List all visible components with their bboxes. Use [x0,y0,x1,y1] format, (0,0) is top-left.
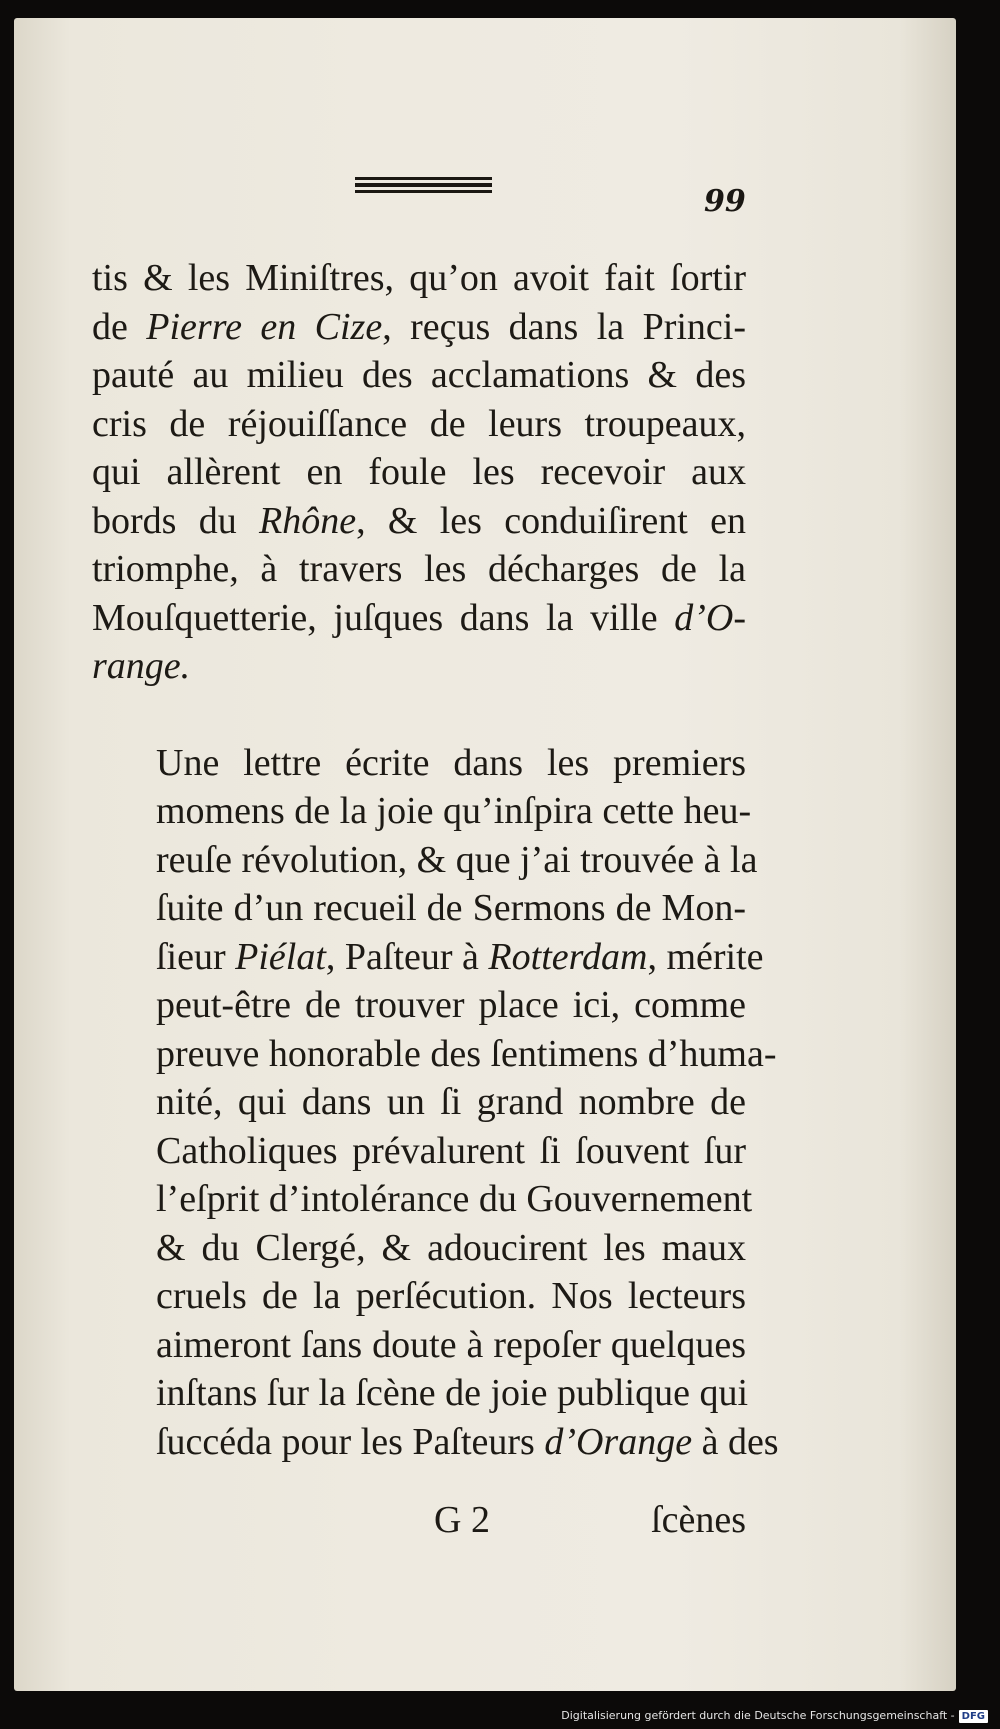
text-run: , reçus dans la Princi- [382,305,746,348]
text-run: nité, qui dans un ſi grand nombre de [156,1081,746,1123]
text-line [92,1127,746,1176]
rule-bar-middle [355,183,492,187]
text-run: reuſe révolution, & que j’ai trouvée à la [156,838,758,881]
text-run: ſuccéda pour les Paſteurs [156,1420,545,1463]
signature-mark: G 2 [434,1499,490,1541]
ornamental-rule [355,177,492,193]
text-run: inſtans ſur la ſcène de joie publique qui [156,1372,749,1414]
text-run: qui allèrent en foule les recevoir aux [92,451,746,493]
text-run: preuve honorable des ſentimens d’huma- [156,1032,777,1075]
book-page [14,18,956,1691]
italic-text: d’O- [674,596,746,639]
dfg-logo: DFG [959,1710,988,1723]
text-line [92,351,746,400]
text-run: bords du [92,499,260,542]
text-run: peut-être de trouver place ici, comme [156,984,746,1026]
text-run: ſieur [156,935,236,978]
text-run: cris de réjouiſſance de leurs troupeaux, [92,402,746,445]
page-body-text [92,254,779,1466]
text-line [92,884,746,933]
text-line [92,1272,746,1321]
italic-text: Piélat [235,935,326,978]
text-line [92,981,746,1030]
text-run: , & les conduiſirent en [356,499,746,542]
rule-bar-bottom [355,190,492,193]
text-run: aimeront ſans doute à repoſer quelques [156,1323,746,1366]
catchword: ſcènes [651,1499,746,1541]
text-line [92,1418,779,1467]
text-line [92,1078,746,1127]
text-line [92,836,758,885]
text-line [92,497,746,546]
text-line [92,1224,746,1273]
rule-bar-top [355,177,492,180]
text-line [92,739,746,788]
text-line [92,400,746,449]
text-run: cruels de la perſécution. Nos lecteurs [156,1275,746,1317]
credit-text: Digitalisierung gefördert durch die Deutsche Forschungsgemeinschaft - [561,1709,955,1722]
text-run: , Paſteur à [325,935,489,978]
text-line [92,933,764,982]
text-line [92,545,746,594]
text-run: , mérite [647,935,764,978]
text-run: triomphe, à travers les décharges de la [92,548,746,590]
page-footer [92,1496,746,1544]
text-run: ſuite d’un recueil de Sermons de Mon- [156,887,746,929]
paragraph [92,739,779,1467]
text-run: Une lettre écrite dans les premiers [156,741,746,784]
text-line [92,1369,749,1418]
italic-text: Rotterdam [488,935,648,978]
italic-text: Rhône [259,499,357,542]
italic-text: d’Orange [544,1420,693,1463]
text-line [92,1030,777,1079]
text-line [92,448,746,497]
italic-text: Pierre en Cize [146,305,383,348]
italic-text: range. [92,645,191,687]
text-run: à des [692,1420,779,1463]
paragraph [92,254,746,691]
text-line [92,787,752,836]
text-run: tis & les Miniſtres, qu’on avoit fait ſortir [92,257,746,299]
text-line [92,642,746,691]
text-line [92,594,746,643]
page-number: 99 [704,184,746,219]
text-run: Mouſquetterie, juſques dans la ville [92,596,675,639]
text-run: Catholiques prévalurent ſi ſouvent ſur [156,1129,746,1172]
text-line [92,1321,746,1370]
text-run: momens de la joie qu’inſpira cette heu- [156,790,752,832]
text-line [92,254,746,303]
text-run: pauté au milieu des acclamations & des [92,354,746,396]
digitization-credit [561,1707,988,1725]
text-line [92,303,746,352]
text-run: l’eſprit d’intolérance du Gouvernement [156,1178,753,1220]
text-run: de [92,305,147,348]
text-line [92,1175,753,1224]
text-run: & du Clergé, & adoucirent les maux [156,1226,746,1269]
